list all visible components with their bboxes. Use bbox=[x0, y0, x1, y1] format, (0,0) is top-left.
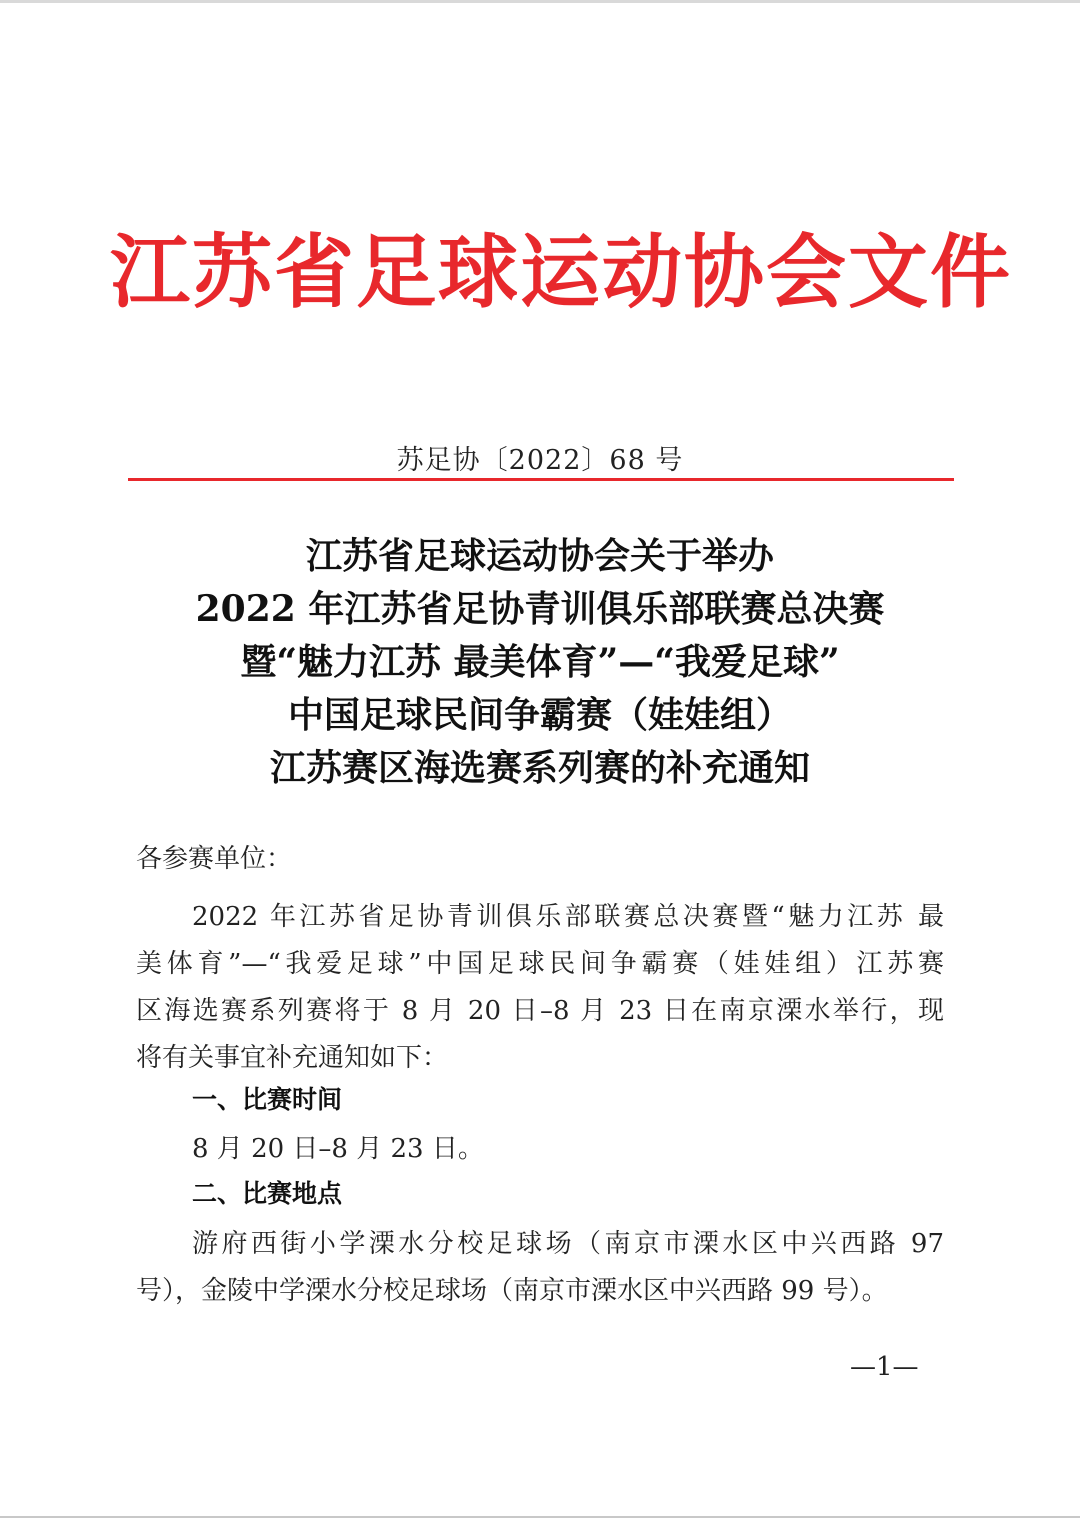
intro-line-3: 区海选赛系列赛将于 8 月 20 日–8 月 23 日在南京溧水举行，现 bbox=[136, 996, 944, 1026]
title-line-3: 暨“魅力江苏 最美体育”—“我爱足球” bbox=[240, 641, 840, 683]
red-divider-line bbox=[128, 478, 954, 481]
document-number: 苏足协〔2022〕68 号 bbox=[396, 445, 684, 476]
section-content-time: 8 月 20 日–8 月 23 日。 bbox=[192, 1134, 484, 1164]
salutation: 各参赛单位： bbox=[136, 844, 293, 874]
title-line-5: 江苏赛区海选赛系列赛的补充通知 bbox=[269, 747, 810, 789]
intro-line-1: 2022 年江苏省足协青训俱乐部联赛总决赛暨“魅力江苏 最 bbox=[192, 902, 944, 932]
document-masthead: 江苏省足球运动协会文件 bbox=[110, 225, 1012, 319]
section-heading-time: 一、比赛时间 bbox=[192, 1085, 343, 1114]
intro-line-2: 美体育”—“我爱足球”中国足球民间争霸赛（娃娃组）江苏赛 bbox=[136, 949, 944, 979]
section-heading-venue: 二、比赛地点 bbox=[192, 1179, 343, 1208]
page-bottom-edge bbox=[0, 1516, 1080, 1518]
title-line-1: 江苏省足球运动协会关于举办 bbox=[305, 535, 774, 577]
venue-line-2: 号），金陵中学溧水分校足球场（南京市溧水区中兴西路 99 号）。 bbox=[136, 1276, 888, 1306]
title-line-2: 2022 年江苏省足协青训俱乐部联赛总决赛 bbox=[195, 588, 885, 630]
notice-title bbox=[60, 530, 1020, 795]
intro-line-4: 将有关事宜补充通知如下： bbox=[136, 1043, 449, 1073]
venue-line-1: 游府西街小学溧水分校足球场（南京市溧水区中兴西路 97 bbox=[192, 1229, 944, 1259]
page-number: —1— bbox=[850, 1352, 919, 1382]
page-top-edge bbox=[0, 0, 1080, 3]
title-line-4: 中国足球民间争霸赛（娃娃组） bbox=[287, 694, 792, 736]
